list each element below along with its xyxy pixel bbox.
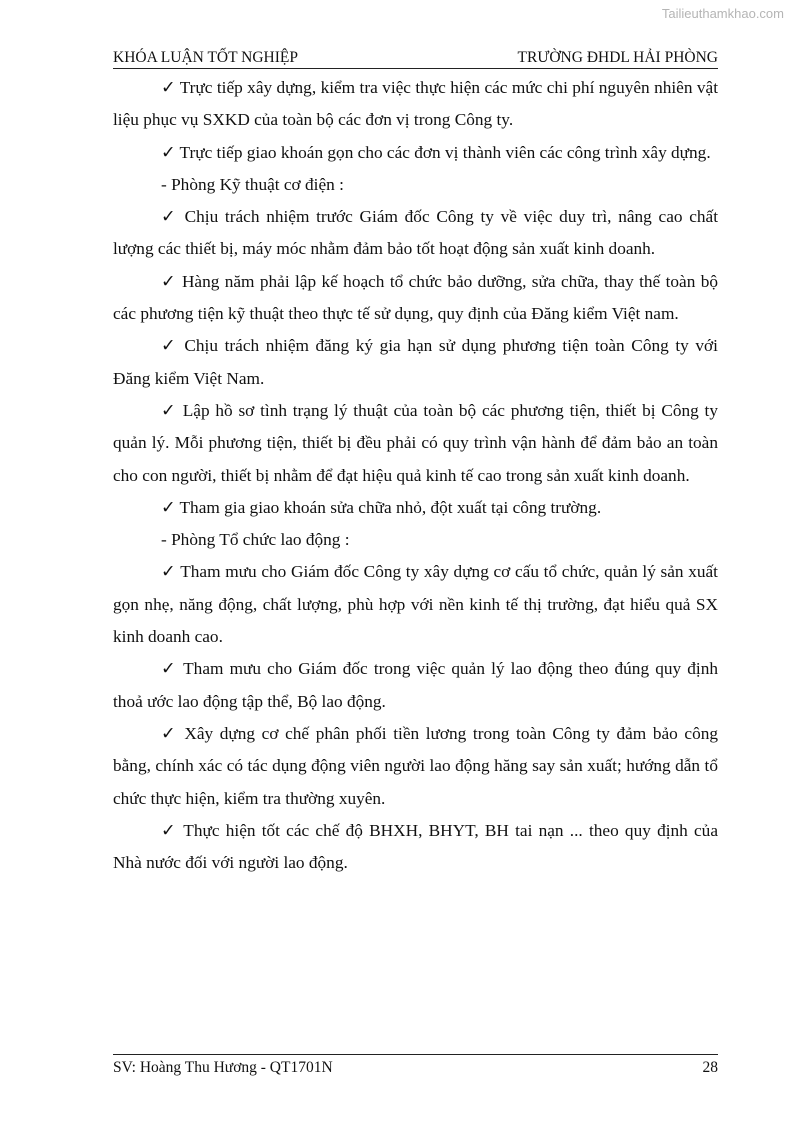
section-heading: - Phòng Tổ chức lao động : [161, 530, 350, 550]
checkmark-icon: ✓ [161, 723, 178, 743]
checkmark-icon: ✓ [161, 820, 178, 840]
checkmark-icon: ✓ [161, 336, 178, 356]
bullet-paragraph: ✓ Hàng năm phải lập kế hoạch tổ chức bảo dưỡng, sửa chữa, thay thế toàn bộ các phương tiện kỹ thuật theo thực tế sử dụng, quy định của Đăng kiểm Việt nam. [113, 271, 719, 324]
checkmark-icon: ✓ [161, 78, 176, 97]
bullet-paragraph: ✓ Thực hiện tốt các chế độ BHXH, BHYT, BH tai nạn ... theo quy định của Nhà nước đối với người lao động. [113, 820, 718, 873]
section-heading: - Phòng Kỹ thuật cơ điện : [161, 174, 344, 194]
bullet-paragraph: ✓ Xây dựng cơ chế phân phối tiền lương trong toàn Công ty đảm bảo công bằng, chính xác có tác dụng động viên người lao động hăng say sản xuất; hướng dẫn tổ chức thực hiện, kiểm tra thường xuyên. [113, 723, 718, 808]
checkmark-icon: ✓ [161, 400, 177, 420]
page-header [113, 46, 718, 69]
page-footer [113, 1054, 718, 1079]
checkmark-icon: ✓ [161, 207, 178, 227]
bullet-paragraph: ✓ Trực tiếp xây dựng, kiểm tra việc thực hiện các mức chi phí nguyên nhiên vật liệu phục vụ SXKD của toàn bộ các đơn vị trong Công ty. [113, 78, 718, 130]
checkmark-icon: ✓ [161, 659, 178, 679]
bullet-paragraph: ✓ Chịu trách nhiệm trước Giám đốc Công ty về việc duy trì, nâng cao chất lượng các thiết bị, máy móc nhằm đảm bảo tốt hoạt động sản xuất kinh doanh. [113, 207, 719, 259]
checkmark-icon: ✓ [161, 497, 176, 517]
bullet-paragraph: ✓ Tham gia giao khoán sửa chữa nhỏ, đột xuất tại công trường. [161, 497, 602, 517]
checkmark-icon: ✓ [161, 271, 177, 291]
header-thesis-title: KHÓA LUẬN TỐT NGHIỆP [113, 49, 298, 66]
checkmark-icon: ✓ [161, 142, 176, 162]
watermark: Tailieuthamkhao.com [661, 6, 784, 21]
footer-student: SV: Hoàng Thu Hương - QT1701N [113, 1059, 333, 1076]
bullet-paragraph: ✓ Tham mưu cho Giám đốc trong việc quản lý lao động theo đúng quy định thoả ước lao động tập thể, Bộ lao động. [113, 659, 718, 711]
bullet-paragraph: ✓ Chịu trách nhiệm đăng ký gia hạn sử dụng phương tiện toàn Công ty với Đăng kiểm Việt Nam. [113, 336, 718, 388]
document-body [113, 72, 718, 879]
bullet-paragraph: ✓ Trực tiếp giao khoán gọn cho các đơn vị thành viên các công trình xây dựng. [161, 142, 711, 162]
checkmark-icon: ✓ [161, 562, 176, 582]
page-number: 28 [702, 1059, 718, 1076]
header-university: TRƯỜNG ĐHDL HẢI PHÒNG [517, 49, 718, 66]
bullet-paragraph: ✓ Lập hồ sơ tình trạng lý thuật của toàn bộ các phương tiện, thiết bị Công ty quản lý. Mỗi phương tiện, thiết bị đều phải có quy trình vận hành để đảm bảo an toàn cho con người, thiết bị nhằm để đạt hiệu quả kinh tế cao trong sản xuất kinh doanh. [113, 400, 718, 485]
bullet-paragraph: ✓ Tham mưu cho Giám đốc Công ty xây dựng cơ cấu tổ chức, quản lý sản xuất gọn nhẹ, năng động, chất lượng, phù hợp với nền kinh tế thị trường, đạt hiểu quả SX kinh doanh cao. [113, 562, 718, 647]
